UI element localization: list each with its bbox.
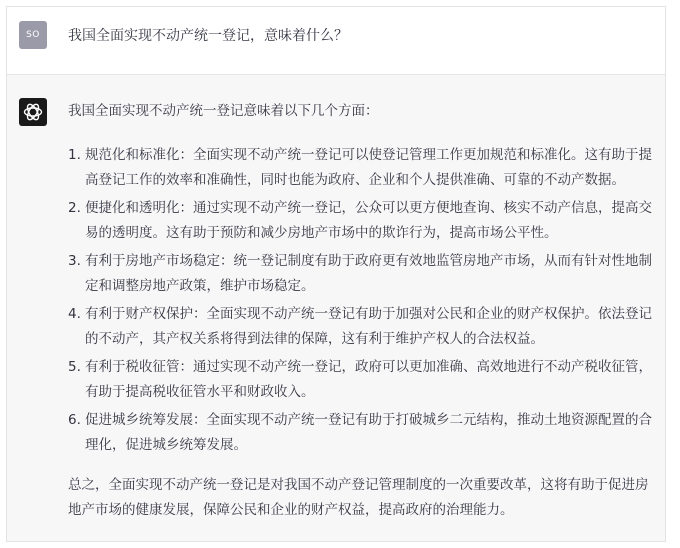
user-message-text: 我国全面实现不动产统一登记，意味着什么？ xyxy=(68,28,348,44)
list-item-text: 有利于财产权保护：全面实现不动产统一登记有助于加强对公民和企业的财产权保护。依法登记的不动产，其产权关系将得到法律的保障，这有利于维护产权人的合法权益。 xyxy=(85,306,652,347)
list-item-number: 2. xyxy=(68,200,81,216)
list-item xyxy=(68,249,658,298)
list-item-number: 5. xyxy=(68,359,81,375)
list-item xyxy=(68,143,658,192)
list-item-number: 4. xyxy=(68,306,81,322)
list-item-number: 3. xyxy=(68,253,81,269)
list-item-number: 1. xyxy=(68,147,81,163)
assistant-intro: 我国全面实现不动产统一登记意味着以下几个方面： xyxy=(68,103,379,119)
list-item-number: 6. xyxy=(68,412,81,428)
user-avatar: SO xyxy=(19,21,47,49)
assistant-message xyxy=(7,75,665,542)
assistant-summary: 总之，全面实现不动产统一登记是对我国不动产登记管理制度的一次重要改革，这将有助于促进房地产市场的健康发展，保障公民和企业的财产权益，提高政府的治理能力。 xyxy=(68,477,649,518)
list-item-text: 有利于税收征管：通过实现不动产统一登记，政府可以更加准确、高效地进行不动产税收征管，有助于提高税收征管水平和财政收入。 xyxy=(85,359,652,400)
list-item xyxy=(68,355,658,404)
list-item-text: 便捷化和透明化：通过实现不动产统一登记，公众可以更方便地查询、核实不动产信息，提高交易的透明度。这有助于预防和减少房地产市场中的欺诈行为，提高市场公平性。 xyxy=(85,200,652,241)
list-item-text: 促进城乡统筹发展：全面实现不动产统一登记有助于打破城乡二元结构，推动土地资源配置的合理化，促进城乡统筹发展。 xyxy=(85,412,652,453)
list-item xyxy=(68,302,658,351)
list-item-text: 有利于房地产市场稳定：统一登记制度有助于政府更有效地监管房地产市场，从而有针对性地制定和调整房地产政策，维护市场稳定。 xyxy=(85,253,652,294)
user-message xyxy=(7,7,665,75)
list-item xyxy=(68,196,658,245)
assistant-message-content xyxy=(68,101,658,537)
list-item xyxy=(68,408,658,457)
chat-transcript xyxy=(6,6,666,542)
list-item-text: 规范化和标准化：全面实现不动产统一登记可以使登记管理工作更加规范和标准化。这有助于提高登记工作的效率和准确性，同时也能为政府、企业和个人提供准确、可靠的不动产数据。 xyxy=(85,147,652,188)
openai-logo-icon xyxy=(19,98,47,126)
